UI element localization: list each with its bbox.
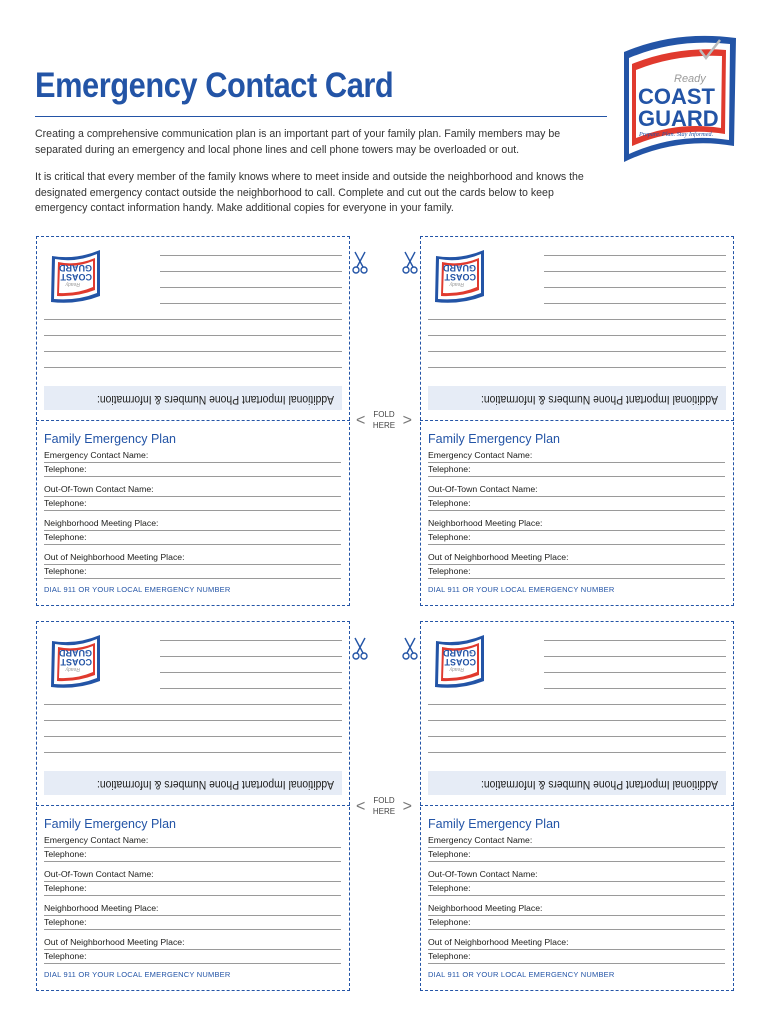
write-line bbox=[44, 319, 342, 320]
field-label: Telephone: bbox=[44, 498, 87, 508]
mini-coast-guard-logo bbox=[48, 633, 103, 691]
card-back-upside-down bbox=[36, 621, 350, 805]
telephone-field[interactable] bbox=[428, 847, 725, 862]
mini-logo-coast: COAST bbox=[60, 657, 92, 667]
write-line bbox=[428, 720, 726, 721]
additional-info-label: Additional Important Phone Numbers & Information: bbox=[96, 778, 334, 790]
chevron-left-icon: < bbox=[356, 798, 366, 815]
write-line bbox=[44, 335, 342, 336]
mini-logo-ready: Ready bbox=[65, 281, 80, 287]
out-of-town-contact-field[interactable] bbox=[428, 867, 725, 882]
chevron-right-icon: > bbox=[402, 412, 412, 429]
field-label: Telephone: bbox=[44, 849, 87, 859]
field-label: Neighborhood Meeting Place: bbox=[428, 518, 543, 528]
mini-logo-guard: GUARD bbox=[443, 648, 476, 658]
plan-title: Family Emergency Plan bbox=[44, 432, 176, 446]
write-line bbox=[544, 287, 726, 288]
write-line bbox=[160, 640, 342, 641]
field-label: Telephone: bbox=[44, 951, 87, 961]
write-line bbox=[428, 319, 726, 320]
write-line bbox=[160, 271, 342, 272]
card-back-upside-down bbox=[36, 236, 350, 420]
intro-paragraph-1: Creating a comprehensive communication plan is an important part of your family plan. Family members may be separated during an emergency and local phone lines and cell phone towers may be overloaded or out. bbox=[35, 128, 561, 156]
neighborhood-meeting-place-field[interactable] bbox=[44, 516, 341, 531]
telephone-field[interactable] bbox=[428, 564, 725, 579]
mini-logo-guard: GUARD bbox=[59, 648, 92, 658]
field-label: Telephone: bbox=[44, 464, 87, 474]
field-label: Neighborhood Meeting Place: bbox=[44, 903, 159, 913]
page-title: Emergency Contact Card bbox=[35, 66, 394, 105]
write-line bbox=[428, 351, 726, 352]
field-label: Telephone: bbox=[44, 883, 87, 893]
card-back-upside-down bbox=[420, 621, 734, 805]
field-label: Out-Of-Town Contact Name: bbox=[44, 869, 154, 879]
mini-coast-guard-logo bbox=[432, 248, 487, 306]
out-of-town-contact-field[interactable] bbox=[44, 867, 341, 882]
field-label: Out of Neighborhood Meeting Place: bbox=[44, 552, 185, 562]
mini-logo-guard: GUARD bbox=[59, 263, 92, 273]
write-line bbox=[160, 287, 342, 288]
plan-title: Family Emergency Plan bbox=[428, 432, 560, 446]
fold-text: FOLD bbox=[373, 410, 395, 419]
logo-tagline-text: Prepare. Plan. Stay Informed. bbox=[639, 131, 714, 138]
mini-logo-guard: GUARD bbox=[443, 263, 476, 273]
scissors-icon bbox=[352, 636, 368, 662]
telephone-field[interactable] bbox=[428, 496, 725, 511]
telephone-field[interactable] bbox=[44, 881, 341, 896]
mini-logo-coast: COAST bbox=[60, 272, 92, 282]
field-label: Telephone: bbox=[428, 951, 471, 961]
logo-guard-text: GUARD bbox=[638, 106, 719, 131]
logo-ready-text: Ready bbox=[674, 73, 706, 85]
ready-coast-guard-logo bbox=[616, 28, 742, 170]
write-line bbox=[544, 255, 726, 256]
write-line bbox=[44, 367, 342, 368]
telephone-field[interactable] bbox=[44, 564, 341, 579]
scissors-icon bbox=[352, 250, 368, 276]
field-label: Telephone: bbox=[428, 849, 471, 859]
neighborhood-meeting-place-field[interactable] bbox=[428, 516, 725, 531]
field-label: Telephone: bbox=[428, 883, 471, 893]
additional-info-label: Additional Important Phone Numbers & Information: bbox=[480, 778, 718, 790]
card-front bbox=[420, 805, 734, 991]
additional-info-label: Additional Important Phone Numbers & Information: bbox=[96, 393, 334, 405]
write-line bbox=[44, 720, 342, 721]
field-label: Out-Of-Town Contact Name: bbox=[428, 869, 538, 879]
write-line bbox=[428, 704, 726, 705]
write-line bbox=[44, 704, 342, 705]
write-line bbox=[544, 688, 726, 689]
emergency-contact-name-field[interactable] bbox=[428, 833, 725, 848]
telephone-field[interactable] bbox=[44, 496, 341, 511]
field-label: Out of Neighborhood Meeting Place: bbox=[428, 552, 569, 562]
mini-logo-ready: Ready bbox=[449, 666, 464, 672]
write-line bbox=[160, 672, 342, 673]
mini-logo-ready: Ready bbox=[65, 666, 80, 672]
write-line bbox=[160, 688, 342, 689]
here-text: HERE bbox=[372, 421, 396, 430]
mini-coast-guard-logo bbox=[48, 248, 103, 306]
write-line bbox=[428, 335, 726, 336]
out-of-neighborhood-place-field[interactable] bbox=[44, 935, 341, 950]
telephone-field[interactable] bbox=[44, 462, 341, 477]
out-of-town-contact-field[interactable] bbox=[44, 482, 341, 497]
card-back-upside-down bbox=[420, 236, 734, 420]
field-label: Telephone: bbox=[44, 917, 87, 927]
fold-text: FOLD bbox=[373, 796, 395, 805]
scissors-icon bbox=[402, 636, 418, 662]
field-label: Out of Neighborhood Meeting Place: bbox=[428, 937, 569, 947]
plan-title: Family Emergency Plan bbox=[44, 817, 176, 831]
field-label: Out-Of-Town Contact Name: bbox=[44, 484, 154, 494]
card-front bbox=[420, 420, 734, 606]
field-label: Telephone: bbox=[428, 917, 471, 927]
field-label: Telephone: bbox=[428, 532, 471, 542]
fold-here-label-bottom bbox=[356, 795, 412, 819]
telephone-field[interactable] bbox=[428, 915, 725, 930]
mini-logo-coast: COAST bbox=[444, 657, 476, 667]
telephone-field[interactable] bbox=[428, 530, 725, 545]
dial-911-note: DIAL 911 OR YOUR LOCAL EMERGENCY NUMBER bbox=[428, 585, 615, 594]
field-label: Emergency Contact Name: bbox=[428, 450, 533, 460]
write-line bbox=[44, 736, 342, 737]
chevron-right-icon: > bbox=[402, 798, 412, 815]
field-label: Telephone: bbox=[428, 464, 471, 474]
dial-911-note: DIAL 911 OR YOUR LOCAL EMERGENCY NUMBER bbox=[44, 970, 231, 979]
field-label: Telephone: bbox=[428, 498, 471, 508]
mini-logo-ready: Ready bbox=[449, 281, 464, 287]
card-front bbox=[36, 420, 350, 606]
field-label: Out of Neighborhood Meeting Place: bbox=[44, 937, 185, 947]
contact-card-2 bbox=[420, 236, 734, 606]
write-line bbox=[544, 303, 726, 304]
fold-here-label-top bbox=[356, 409, 412, 433]
write-line bbox=[544, 271, 726, 272]
field-label: Emergency Contact Name: bbox=[428, 835, 533, 845]
telephone-field[interactable] bbox=[44, 530, 341, 545]
write-line bbox=[44, 351, 342, 352]
telephone-field[interactable] bbox=[44, 847, 341, 862]
field-label: Neighborhood Meeting Place: bbox=[44, 518, 159, 528]
field-label: Telephone: bbox=[428, 566, 471, 576]
field-label: Telephone: bbox=[44, 532, 87, 542]
contact-card-4 bbox=[420, 621, 734, 991]
write-line bbox=[428, 736, 726, 737]
plan-title: Family Emergency Plan bbox=[428, 817, 560, 831]
field-label: Emergency Contact Name: bbox=[44, 450, 149, 460]
neighborhood-meeting-place-field[interactable] bbox=[428, 901, 725, 916]
out-of-town-contact-field[interactable] bbox=[428, 482, 725, 497]
write-line bbox=[544, 640, 726, 641]
intro-paragraph-2: It is critical that every member of the family knows where to meet inside and outside the neighborhood and knows the designated emergency contact outside the neighborhood to call. Complete and cut out the cards below to keep emergency contact information handy. Make additional copies for everyone in your family. bbox=[35, 171, 584, 214]
here-text: HERE bbox=[372, 807, 396, 816]
write-line bbox=[160, 303, 342, 304]
card-front bbox=[36, 805, 350, 991]
write-line bbox=[44, 752, 342, 753]
mini-logo-coast: COAST bbox=[444, 272, 476, 282]
additional-info-label: Additional Important Phone Numbers & Information: bbox=[480, 393, 718, 405]
telephone-field[interactable] bbox=[44, 949, 341, 964]
telephone-field[interactable] bbox=[428, 462, 725, 477]
chevron-left-icon: < bbox=[356, 412, 366, 429]
write-line bbox=[544, 672, 726, 673]
write-line bbox=[160, 255, 342, 256]
dial-911-note: DIAL 911 OR YOUR LOCAL EMERGENCY NUMBER bbox=[428, 970, 615, 979]
out-of-neighborhood-place-field[interactable] bbox=[44, 550, 341, 565]
emergency-contact-name-field[interactable] bbox=[44, 448, 341, 463]
write-line bbox=[428, 752, 726, 753]
contact-card-3 bbox=[36, 621, 350, 991]
telephone-field[interactable] bbox=[428, 881, 725, 896]
write-line bbox=[544, 656, 726, 657]
emergency-contact-name-field[interactable] bbox=[44, 833, 341, 848]
scissors-icon bbox=[402, 250, 418, 276]
telephone-field[interactable] bbox=[44, 915, 341, 930]
field-label: Emergency Contact Name: bbox=[44, 835, 149, 845]
field-label: Out-Of-Town Contact Name: bbox=[428, 484, 538, 494]
logo-coast-text: COAST bbox=[638, 84, 715, 109]
mini-coast-guard-logo bbox=[432, 633, 487, 691]
out-of-neighborhood-place-field[interactable] bbox=[428, 550, 725, 565]
title-divider bbox=[35, 116, 607, 117]
emergency-contact-name-field[interactable] bbox=[428, 448, 725, 463]
out-of-neighborhood-place-field[interactable] bbox=[428, 935, 725, 950]
write-line bbox=[428, 367, 726, 368]
field-label: Telephone: bbox=[44, 566, 87, 576]
dial-911-note: DIAL 911 OR YOUR LOCAL EMERGENCY NUMBER bbox=[44, 585, 231, 594]
field-label: Neighborhood Meeting Place: bbox=[428, 903, 543, 913]
telephone-field[interactable] bbox=[428, 949, 725, 964]
contact-card-1 bbox=[36, 236, 350, 606]
write-line bbox=[160, 656, 342, 657]
neighborhood-meeting-place-field[interactable] bbox=[44, 901, 341, 916]
